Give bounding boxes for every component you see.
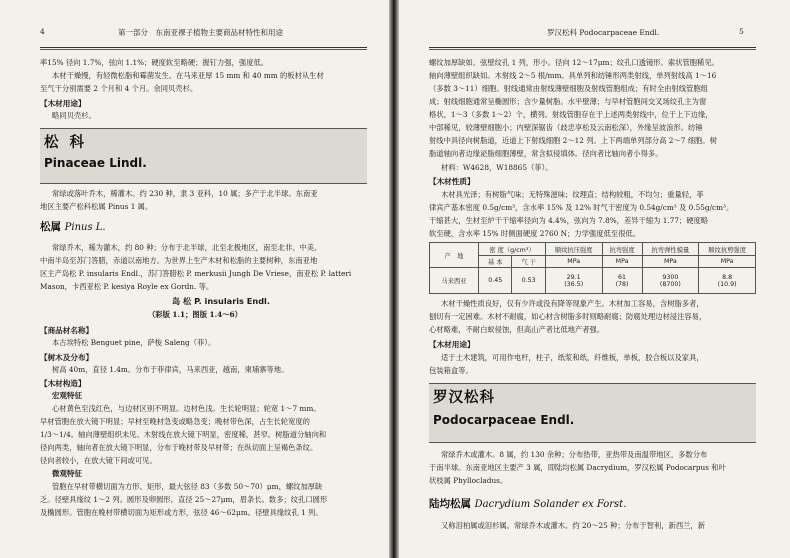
body-text: 早材管胞在放大镜下明显；早材至晚材急变或略急变；晚材带色深，占生长轮宽度的 [40, 417, 310, 426]
body-text: 射线中具径向树脂道，近道上下射线细胞 2～12 列。上下两端单列部分高 2～7 细胞。树 [429, 136, 717, 145]
body-text: 乏。径壁具缘纹 1～2 列。圆形及卵圆形。直径 25～27μm，眉条长。数多；纹孔口圆形 [40, 495, 328, 504]
header-rule-thin [40, 49, 367, 50]
body-text: 又称泪柏属或泪杉属。常绿乔木或灌木。约 20～25 种；分布于智利，新西兰，新 [441, 521, 706, 530]
unit-cell: MPa [642, 256, 699, 268]
body-text: 心材略难，不耐白蚁侵蚀，但高山产者比低地产者强。 [429, 325, 605, 334]
section-heading: 【树木及分布】 [40, 353, 94, 362]
genus-name-cn: 松属 [40, 221, 61, 233]
body-text: 常绿或落叶乔木，稀灌木。约 230 种，隶 3 亚科，10 属；多产于北半球。东南亚 [52, 189, 318, 198]
body-text: 常绿乔木或灌木。8 属，约 130 余种；分布热带，亚热带及南温带地区，多数分布 [441, 450, 708, 459]
body-text: 至气干分别需要 2 个月和 4 个月。余同贝壳杉。 [40, 84, 198, 93]
header-origin: 产 地 [430, 243, 479, 268]
body-text: 本古埃特松 Benguet pine，萨梭 Saleng（菲）。 [52, 338, 216, 347]
cell-bending: 61 (78) [602, 268, 642, 294]
genus-name-cn: 陆均松属 [429, 498, 471, 510]
header-density: 密 度（g/cm³） [479, 243, 546, 256]
page-number: 4 [40, 27, 45, 36]
body-text: 刨切有一定困难。木材不耐腐，如心材含树脂多时则略耐腐；防腐处理边材浸注容易， [429, 312, 707, 321]
header-rule [429, 47, 756, 48]
cell-compression: 29.1 (36.5) [545, 268, 602, 294]
body-text: 材料：W4628，W18865（菲）。 [441, 163, 553, 172]
body-text: 管胞在早材带横切面为方形、矩形，最大弦径 83（多数 50～70）μm，螺纹加厚缺 [52, 482, 323, 491]
section-heading: 【木材用途】 [429, 340, 475, 349]
page-number: 5 [739, 27, 744, 36]
section-heading: 【木材构造】 [40, 379, 86, 388]
subheader-basic: 基 本 [479, 256, 512, 268]
genus-heading [429, 496, 626, 511]
genus-name-latin: Dacrydium Solander ex Forst. [474, 499, 627, 510]
species-title: 岛 松 P. insularis Endl. [172, 296, 270, 306]
body-text: 径向两类，轴向者在放大镜下明显，分布于晚材带及早材带；在纵切面上呈褐色条纹。 [40, 443, 318, 452]
body-text: 树高 40m，直径 1.4m。分布于菲律宾，马来西亚，越南，柬埔寨等地。 [52, 365, 289, 374]
body-text: 及椭圆形。管胞在晚材带横切面为矩形或方形，弦径 46～62μm。径壁具缘纹孔 1 列。 [40, 508, 323, 517]
body-text: 轴向薄壁组织缺如。木射线 2～5 根/mm。具单列和纺锤形两类射线，单列射线高 1～16 [429, 71, 717, 80]
body-text: 1/3～1/4。轴向薄壁组织未见。木射线在放大镜下明显，密度稀，甚窄。树脂道分轴向和 [40, 430, 327, 439]
right-page [399, 0, 790, 558]
body-text: 略同贝壳杉。 [52, 111, 96, 120]
header-shear: 顺纹抗剪强度 [699, 243, 756, 256]
body-text: （多数 3～11）细胞。射线通常由射线薄壁细胞及射线管胞组成；有时全由射线管胞组 [429, 84, 708, 93]
header-rule [40, 47, 367, 48]
body-text: 于南半球。东南亚地区主要产 3 属，即陆均松属 Dacrydium，罗汉松属 Podocarpus 和叶 [429, 463, 726, 472]
cell-shear: 8.8 (10.9) [699, 268, 756, 294]
header-bending: 抗弯强度 [602, 243, 642, 256]
family-name-cn: 罗汉松科 [433, 390, 495, 406]
body-text: 率15% 径向 1.7%，弦向 1.1%；硬度软至略硬；握钉力强，强度低。 [40, 58, 269, 67]
running-head: 第一部分 东南亚裸子植物主要商品材特性和用途 [118, 28, 283, 37]
properties-table [429, 242, 756, 294]
body-text: 地区主要产松科松属 Pinus 1 属。 [40, 202, 153, 211]
section-heading: 【木材性质】 [429, 177, 475, 186]
section-heading: 【商品材名称】 [40, 326, 94, 335]
genus-heading [40, 219, 106, 234]
section-heading: 【木材用途】 [40, 99, 86, 108]
body-text: 本材干燥慢，有轻微松脂和霉菌发生。在马来亚厚 15 mm 和 40 mm 的板材从生材 [52, 71, 324, 80]
body-text: 中部稀见，较薄壁细胞小；内壁深锯齿（歧忠享松及云南松深），外缘呈波浪形。纺锤 [429, 123, 703, 132]
body-text: 中南半岛至苏门答腊，赤道以南地方。为世界上生产木材和松脂的主要树种，东南亚地 [40, 256, 318, 265]
unit-cell: MPa [602, 256, 642, 268]
book-gutter [389, 0, 399, 558]
header-moe: 抗弯弹性模量 [642, 243, 699, 256]
body-text: 状枝属 Phyllocladus。 [429, 476, 508, 485]
body-text: 律宾产基本密度 0.5g/cm³，含水率 15% 及 12% 时气干密度为 0.54g/cm³ 及 0.55g/cm³。 [429, 203, 734, 212]
species-plates: （彩版 1.1；图版 1.4～6） [148, 310, 242, 319]
body-text: 干缩甚大，生材至炉干干缩率径向为 4.4%，弦向为 7.8%，差异干缩为 1.77；硬度略 [429, 216, 709, 225]
body-text: 软至硬，含水率 15% 时侧面硬度 2760 N；力学强度低至很低。 [429, 229, 640, 238]
body-text: 常绿乔木，稀为灌木，约 80 种；分布于北半球，北至北极地区，南至北非、中美、 [52, 243, 322, 252]
subheader-air-dry: 气 干 [512, 256, 545, 268]
body-text: 木材干燥性质良好，仅有少许或没有降等现象产生。木材加工容易，含树脂多者， [441, 299, 704, 308]
table-row [430, 268, 756, 294]
body-text: 螺纹加厚缺如。弦壁纹孔 1 列，形小。径向 12～17μm；纹孔口透镜形。索状管胞稀见。 [429, 58, 719, 67]
body-text: 心材黄色至浅红色，与边材区别不明显。边材色浅。生长轮明显；轮宽 1～7 mm。 [52, 404, 321, 413]
body-text: 木材具光泽；有树脂气味；无特殊滋味；纹理直；结构较粗，不均匀；重量轻，菲 [441, 190, 704, 199]
unit-cell: MPa [699, 256, 756, 268]
cell-moe: 9300 (8700) [642, 268, 699, 294]
body-text: 包装箱盒等。 [429, 366, 473, 375]
body-text: 径向者较小，在放大镜下间或可见。 [40, 456, 157, 465]
body-text: 格状，1～3（多数 1～2）个，横列。射线管胞存在于上述两类射线中，位于上下边缘， [429, 110, 713, 119]
body-text: 区主产岛松 P. insularis Endl.，苏门答腊松 P. merkusii Jungh De Vriese，南亚松 P. latteri [40, 269, 352, 278]
cell-origin: 马来西亚 [430, 268, 479, 294]
running-head: 罗汉松科 Podocarpaceae Endl. [547, 28, 660, 37]
family-name-cn: 松 科 [44, 135, 88, 151]
header-compression: 顺纹抗压强度 [545, 243, 602, 256]
cell-air-dry: 0.53 [512, 268, 545, 294]
family-name-latin: Podocarpaceae Endl. [433, 413, 575, 427]
header-rule-thin [429, 49, 756, 50]
body-text: Mason，卡西亚松 P. kesiya Royle ex Gordn. 等。 [40, 282, 214, 291]
subsection-heading: 微观特征 [52, 469, 82, 478]
body-text: 成；射线细胞通常呈椭圆形；含少量树脂。水平壁薄；与早材管胞间交叉场纹孔主为窗 [429, 97, 707, 106]
left-page [0, 0, 389, 558]
cell-basic: 0.45 [479, 268, 512, 294]
body-text: 适于土木建筑，可用作电杆，柱子，纸浆和纸，纤维板，单板，胶合板以及家具， [441, 353, 704, 362]
unit-cell: MPa [545, 256, 602, 268]
subsection-heading: 宏观特征 [52, 391, 82, 400]
genus-name-latin: Pinus L. [64, 222, 106, 233]
family-name-latin: Pinaceae Lindl. [44, 156, 147, 170]
body-text: 脂道轴向者边缘泌脂细胞薄壁，常含拟侵填体。径向者比轴向者小得多。 [429, 149, 663, 158]
